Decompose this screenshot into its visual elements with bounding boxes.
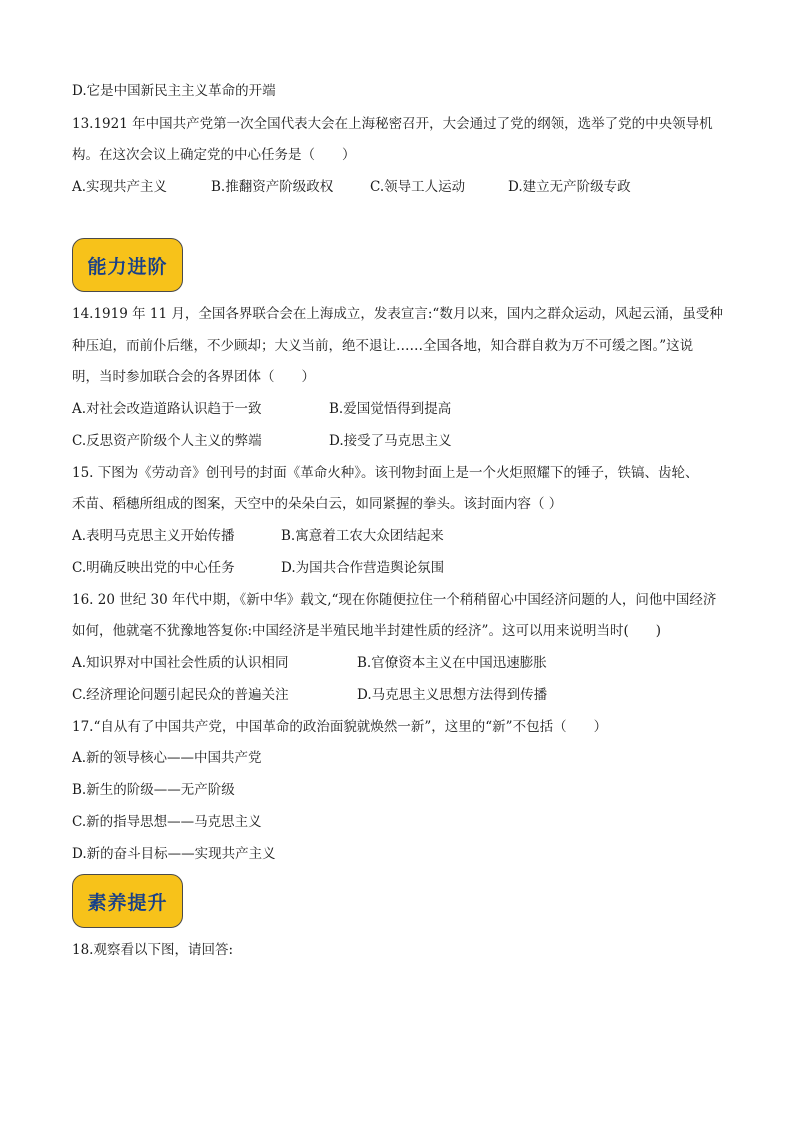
section-badge-ability: 能力进阶 [72,238,183,292]
q16-stem-line2: 如何，他就毫不犹豫地答复你:中国经济是半殖民地半封建性质的经济”。这可以用来说明当时( ) [72,623,661,639]
q15-option-b: B.寓意着工农大众团结起来 [281,528,444,544]
q13-stem-line1: 13.1921 年中国共产党第一次全国代表大会在上海秘密召开，大会通过了党的纲领，选举了党的中央领导机 [72,116,713,132]
q15-stem-line1: 15. 下图为《劳动音》创刊号的封面《革命火种》。该刊物封面上是一个火炬照耀下的锤子，铁镐、齿轮、 [72,465,699,481]
q16-option-a: A.知识界对中国社会性质的认识相同 [72,655,289,671]
q13-option-d: D.建立无产阶级专政 [508,179,631,195]
q18-stem: 18.观察看以下图，请回答: [72,942,234,958]
q13-stem-line2: 构。在这次会议上确定党的中心任务是（ ） [72,147,356,163]
q14-option-a: A.对社会改造道路认识趋于一致 [72,401,262,417]
q17-option-a: A.新的领导核心——中国共产党 [72,750,262,766]
q16-option-c: C.经济理论问题引起民众的普遍关注 [72,687,289,703]
q16-option-d: D.马克思主义思想方法得到传播 [357,687,548,703]
q14-option-b: B.爱国觉悟得到提高 [329,401,452,417]
q12-option-d: D.它是中国新民主主义革命的开端 [72,83,276,99]
q14-option-c: C.反思资产阶级个人主义的弊端 [72,433,262,449]
q14-option-d: D.接受了马克思主义 [329,433,452,449]
q14-stem-line2: 种压迫，而前仆后继，不少顾却；大义当前，绝不退让……全国各地，知合群自救为万不可缓之图。”这说 [72,338,694,354]
q15-option-d: D.为国共合作营造舆论氛围 [281,560,445,576]
q16-option-b: B.官僚资本主义在中国迅速膨胀 [357,655,547,671]
q15-stem-line2: 禾苗、稻穗所组成的图案，天空中的朵朵白云，如同紧握的拳头。该封面内容（ ） [72,496,563,512]
q14-stem-line3: 明，当时参加联合会的各界团体（ ） [72,369,315,385]
section-badge-literacy: 素养提升 [72,874,183,928]
q14-stem-line1: 14.1919 年 11 月，全国各界联合会在上海成立，发表宣言:“数月以来，国内之群众运动，风起云涌，虽受种 [72,306,723,322]
q13-option-a: A.实现共产主义 [72,179,168,195]
q16-stem-line1: 16. 20 世纪 30 年代中期，《新中华》载文,“现在你随便拉住一个稍稍留心中国经济问题的人，问他中国经济 [72,592,717,608]
q15-option-c: C.明确反映出党的中心任务 [72,560,235,576]
q13-option-b: B.推翻资产阶级政权 [211,179,334,195]
q17-option-d: D.新的奋斗目标——实现共产主义 [72,846,276,862]
q17-stem: 17.“自从有了中国共产党，中国革命的政治面貌就焕然一新”，这里的“新”不包括（ ） [72,719,608,735]
q17-option-b: B.新生的阶级——无产阶级 [72,782,235,798]
q15-option-a: A.表明马克思主义开始传播 [72,528,235,544]
q17-option-c: C.新的指导思想——马克思主义 [72,814,262,830]
q13-option-c: C.领导工人运动 [370,179,466,195]
